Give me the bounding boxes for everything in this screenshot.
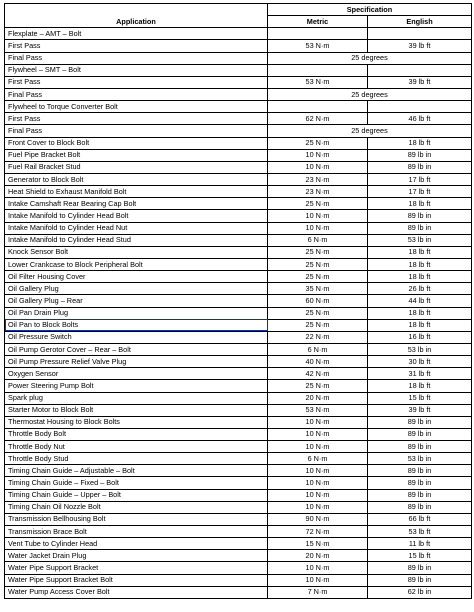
table-row xyxy=(5,331,472,343)
metric-cell: 25 N·m xyxy=(268,246,368,258)
application-cell: Timing Chain Guide – Fixed – Bolt xyxy=(5,477,268,489)
metric-cell: 10 N·m xyxy=(268,441,368,453)
metric-column-header: Metric xyxy=(268,16,368,28)
metric-cell: 62 N·m xyxy=(268,113,368,125)
application-cell: Thermostat Housing to Block Bolts xyxy=(5,416,268,428)
metric-cell: 10 N·m xyxy=(268,489,368,501)
table-row xyxy=(5,258,472,270)
application-cell: Oil Gallery Plug – Rear xyxy=(5,295,268,307)
english-cell: 89 lb in xyxy=(368,489,472,501)
english-cell: 89 lb in xyxy=(368,149,472,161)
application-cell: Generator to Block Bolt xyxy=(5,173,268,185)
table-row-highlighted xyxy=(5,319,472,331)
table-row xyxy=(5,574,472,586)
metric-cell xyxy=(268,28,368,40)
specification-span-cell: 25 degrees xyxy=(268,88,472,100)
table-row xyxy=(5,246,472,258)
english-cell: 89 lb in xyxy=(368,210,472,222)
application-cell: Starter Motor to Block Bolt xyxy=(5,404,268,416)
metric-cell: 40 N·m xyxy=(268,356,368,368)
metric-cell xyxy=(268,64,368,76)
english-cell: 89 lb in xyxy=(368,416,472,428)
table-row xyxy=(5,222,472,234)
application-cell: Heat Shield to Exhaust Manifold Bolt xyxy=(5,186,268,198)
english-cell: 39 lb ft xyxy=(368,404,472,416)
english-cell: 46 lb ft xyxy=(368,113,472,125)
metric-cell: 25 N·m xyxy=(268,380,368,392)
table-row xyxy=(5,113,472,125)
metric-cell: 53 N·m xyxy=(268,404,368,416)
english-cell: 18 lb ft xyxy=(368,380,472,392)
english-cell: 30 lb ft xyxy=(368,356,472,368)
table-row xyxy=(5,186,472,198)
metric-cell: 25 N·m xyxy=(268,307,368,319)
english-cell: 39 lb ft xyxy=(368,40,472,52)
metric-cell: 6 N·m xyxy=(268,343,368,355)
application-cell: Power Steering Pump Bolt xyxy=(5,380,268,392)
application-cell: Final Pass xyxy=(5,88,268,100)
application-cell: Water Pipe Support Bracket xyxy=(5,562,268,574)
metric-cell: 6 N·m xyxy=(268,234,368,246)
metric-cell: 53 N·m xyxy=(268,76,368,88)
table-row xyxy=(5,404,472,416)
english-cell: 89 lb in xyxy=(368,501,472,513)
table-row xyxy=(5,562,472,574)
table-row xyxy=(5,101,472,113)
english-cell xyxy=(368,64,472,76)
table-row xyxy=(5,173,472,185)
english-column-header: English xyxy=(368,16,472,28)
application-cell: Flexplate – AMT – Bolt xyxy=(5,28,268,40)
table-row xyxy=(5,550,472,562)
english-cell: 89 lb in xyxy=(368,222,472,234)
english-cell: 89 lb in xyxy=(368,161,472,173)
application-cell: Fuel Rail Bracket Stud xyxy=(5,161,268,173)
table-row xyxy=(5,76,472,88)
english-cell: 17 lb ft xyxy=(368,173,472,185)
application-cell: First Pass xyxy=(5,40,268,52)
table-row xyxy=(5,295,472,307)
metric-cell: 10 N·m xyxy=(268,562,368,574)
application-cell: Intake Manifold to Cylinder Head Nut xyxy=(5,222,268,234)
english-cell: 66 lb ft xyxy=(368,513,472,525)
application-cell: Intake Manifold to Cylinder Head Stud xyxy=(5,234,268,246)
table-row xyxy=(5,538,472,550)
english-cell: 18 lb ft xyxy=(368,319,472,331)
english-cell: 89 lb in xyxy=(368,428,472,440)
english-cell: 53 lb in xyxy=(368,453,472,465)
table-row xyxy=(5,88,472,100)
application-cell: Final Pass xyxy=(5,125,268,137)
application-cell: Transmission Bellhousing Bolt xyxy=(5,513,268,525)
table-row xyxy=(5,586,472,598)
metric-cell: 42 N·m xyxy=(268,368,368,380)
english-cell: 62 lb in xyxy=(368,586,472,598)
application-cell: Oxygen Sensor xyxy=(5,368,268,380)
metric-cell: 10 N·m xyxy=(268,465,368,477)
table-row xyxy=(5,356,472,368)
table-row xyxy=(5,40,472,52)
table-row xyxy=(5,501,472,513)
application-cell: Fuel Pipe Bracket Bolt xyxy=(5,149,268,161)
specification-span-cell: 25 degrees xyxy=(268,125,472,137)
english-cell: 31 lb ft xyxy=(368,368,472,380)
table-row xyxy=(5,198,472,210)
application-cell: Oil Pump Pressure Relief Valve Plug xyxy=(5,356,268,368)
table-row xyxy=(5,465,472,477)
application-cell: Spark plug xyxy=(5,392,268,404)
application-cell: Timing Chain Guide – Upper – Bolt xyxy=(5,489,268,501)
metric-cell: 6 N·m xyxy=(268,453,368,465)
metric-cell: 25 N·m xyxy=(268,319,368,331)
table-row xyxy=(5,137,472,149)
table-row xyxy=(5,64,472,76)
table-row xyxy=(5,380,472,392)
metric-cell: 22 N·m xyxy=(268,331,368,343)
english-cell: 11 lb ft xyxy=(368,538,472,550)
application-cell: Water Pipe Support Bracket Bolt xyxy=(5,574,268,586)
metric-cell: 20 N·m xyxy=(268,392,368,404)
english-cell: 26 lb ft xyxy=(368,283,472,295)
table-row xyxy=(5,125,472,137)
table-row xyxy=(5,161,472,173)
table-row xyxy=(5,271,472,283)
application-cell: Oil Pump Gerotor Cover – Rear – Bolt xyxy=(5,343,268,355)
application-cell: Intake Manifold to Cylinder Head Bolt xyxy=(5,210,268,222)
metric-cell: 10 N·m xyxy=(268,428,368,440)
application-cell: Oil Filter Housing Cover xyxy=(5,271,268,283)
table-row xyxy=(5,513,472,525)
application-cell: Intake Camshaft Rear Bearing Cap Bolt xyxy=(5,198,268,210)
application-cell: Front Cover to Block Bolt xyxy=(5,137,268,149)
table-row xyxy=(5,416,472,428)
table-row xyxy=(5,453,472,465)
application-cell: Water Jacket Drain Plug xyxy=(5,550,268,562)
application-cell: First Pass xyxy=(5,76,268,88)
application-cell: Flywheel to Torque Converter Bolt xyxy=(5,101,268,113)
english-cell: 53 lb ft xyxy=(368,526,472,538)
metric-cell: 10 N·m xyxy=(268,161,368,173)
application-cell: Throttle Body Bolt xyxy=(5,428,268,440)
table-row xyxy=(5,441,472,453)
metric-cell: 25 N·m xyxy=(268,198,368,210)
application-cell: Timing Chain Guide – Adjustable – Bolt xyxy=(5,465,268,477)
english-cell: 15 lb ft xyxy=(368,392,472,404)
table-row xyxy=(5,392,472,404)
metric-cell: 7 N·m xyxy=(268,586,368,598)
application-cell: Oil Pan to Block Bolts xyxy=(5,319,268,331)
metric-cell: 10 N·m xyxy=(268,210,368,222)
table-row xyxy=(5,28,472,40)
application-cell: Flywheel – SMT – Bolt xyxy=(5,64,268,76)
application-cell: Oil Pan Drain Plug xyxy=(5,307,268,319)
english-cell: 18 lb ft xyxy=(368,137,472,149)
application-cell: Transmission Brace Bolt xyxy=(5,526,268,538)
table-row xyxy=(5,210,472,222)
english-cell: 89 lb in xyxy=(368,441,472,453)
english-cell: 89 lb in xyxy=(368,465,472,477)
application-cell: First Pass xyxy=(5,113,268,125)
table-row xyxy=(5,489,472,501)
english-cell: 18 lb ft xyxy=(368,246,472,258)
metric-cell: 72 N·m xyxy=(268,526,368,538)
metric-cell: 60 N·m xyxy=(268,295,368,307)
metric-cell: 10 N·m xyxy=(268,222,368,234)
english-cell: 18 lb ft xyxy=(368,307,472,319)
english-cell: 89 lb in xyxy=(368,562,472,574)
table-row xyxy=(5,343,472,355)
english-cell: 15 lb ft xyxy=(368,550,472,562)
application-cell: Vent Tube to Cylinder Head xyxy=(5,538,268,550)
table-row xyxy=(5,526,472,538)
table-header xyxy=(5,4,472,28)
english-cell: 53 lb in xyxy=(368,343,472,355)
application-cell: Water Pump Access Cover Bolt xyxy=(5,586,268,598)
english-cell: 16 lb ft xyxy=(368,331,472,343)
metric-cell: 10 N·m xyxy=(268,574,368,586)
application-cell: Knock Sensor Bolt xyxy=(5,246,268,258)
metric-cell: 25 N·m xyxy=(268,258,368,270)
specification-table xyxy=(4,3,472,599)
metric-cell: 10 N·m xyxy=(268,477,368,489)
table-row xyxy=(5,283,472,295)
table-row xyxy=(5,368,472,380)
application-cell: Final Pass xyxy=(5,52,268,64)
table-row xyxy=(5,307,472,319)
application-cell: Oil Gallery Plug xyxy=(5,283,268,295)
english-cell: 18 lb ft xyxy=(368,258,472,270)
table-row xyxy=(5,477,472,489)
application-cell: Oil Pressure Switch xyxy=(5,331,268,343)
metric-cell: 20 N·m xyxy=(268,550,368,562)
metric-cell: 25 N·m xyxy=(268,137,368,149)
table-body xyxy=(5,28,472,599)
metric-cell: 25 N·m xyxy=(268,271,368,283)
metric-cell: 10 N·m xyxy=(268,501,368,513)
english-cell: 44 lb ft xyxy=(368,295,472,307)
table-row xyxy=(5,428,472,440)
specification-span-cell: 25 degrees xyxy=(268,52,472,64)
metric-cell: 35 N·m xyxy=(268,283,368,295)
metric-cell: 10 N·m xyxy=(268,149,368,161)
metric-cell xyxy=(268,101,368,113)
application-cell: Timing Chain Oil Nozzle Bolt xyxy=(5,501,268,513)
english-cell: 17 lb ft xyxy=(368,186,472,198)
metric-cell: 23 N·m xyxy=(268,186,368,198)
english-cell: 89 lb in xyxy=(368,477,472,489)
english-cell: 53 lb in xyxy=(368,234,472,246)
english-cell xyxy=(368,28,472,40)
metric-cell: 90 N·m xyxy=(268,513,368,525)
application-column-header: Application xyxy=(5,4,268,28)
table-row xyxy=(5,149,472,161)
english-cell: 39 lb ft xyxy=(368,76,472,88)
application-cell: Lower Crankcase to Block Peripheral Bolt xyxy=(5,258,268,270)
metric-cell: 53 N·m xyxy=(268,40,368,52)
metric-cell: 10 N·m xyxy=(268,416,368,428)
english-cell: 89 lb in xyxy=(368,574,472,586)
specification-column-header: Specification xyxy=(268,4,472,16)
application-cell: Throttle Body Nut xyxy=(5,441,268,453)
english-cell: 18 lb ft xyxy=(368,271,472,283)
english-cell xyxy=(368,101,472,113)
application-cell: Throttle Body Stud xyxy=(5,453,268,465)
table-row xyxy=(5,234,472,246)
metric-cell: 15 N·m xyxy=(268,538,368,550)
english-cell: 18 lb ft xyxy=(368,198,472,210)
table-row xyxy=(5,52,472,64)
metric-cell: 23 N·m xyxy=(268,173,368,185)
